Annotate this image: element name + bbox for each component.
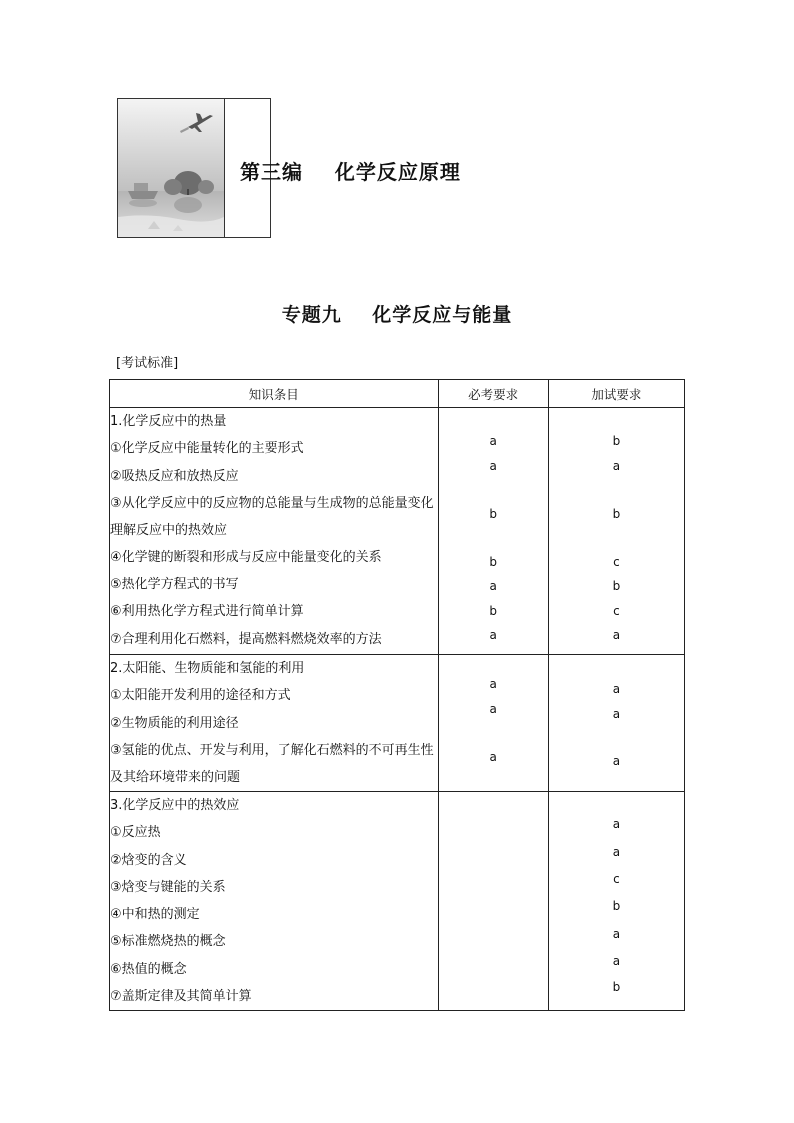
grade: c bbox=[613, 604, 620, 618]
grade: a bbox=[489, 628, 497, 642]
exam-standard-label: [考试标准] bbox=[116, 356, 179, 371]
grade: a bbox=[489, 677, 497, 691]
section-items bbox=[110, 792, 439, 1011]
extra-grades bbox=[548, 792, 684, 1011]
section-heading: 3.化学反应中的热效应 bbox=[110, 798, 240, 813]
list-item: ⑤标准燃烧热的概念 bbox=[110, 934, 226, 950]
required-grades bbox=[438, 792, 548, 1011]
list-item: ⑦合理利用化石燃料，提高燃料燃烧效率的方法 bbox=[110, 631, 382, 647]
required-grades bbox=[438, 408, 548, 655]
section-heading: 1.化学反应中的热量 bbox=[110, 414, 227, 429]
grade: c bbox=[613, 872, 620, 886]
list-item: ⑦盖斯定律及其简单计算 bbox=[110, 989, 252, 1005]
grade: b bbox=[612, 980, 621, 994]
grade: a bbox=[489, 579, 497, 593]
grade: b bbox=[489, 555, 497, 569]
grade: a bbox=[612, 845, 621, 859]
section-heading: 2.太阳能、生物质能和氢能的利用 bbox=[110, 661, 305, 676]
list-item: ⑥利用热化学方程式进行简单计算 bbox=[110, 604, 304, 620]
grade: a bbox=[612, 754, 621, 768]
list-item: ①化学反应中能量转化的主要形式 bbox=[110, 441, 304, 457]
header-required: 必考要求 bbox=[438, 380, 548, 408]
grade: a bbox=[612, 927, 621, 941]
grade: a bbox=[612, 682, 621, 696]
grade: a bbox=[489, 702, 497, 716]
grade: b bbox=[612, 507, 621, 521]
extra-grades bbox=[548, 408, 684, 655]
list-item: ③从化学反应中的反应物的总能量与生成物的总能量变化理解反应中的热效应 bbox=[110, 495, 434, 538]
list-item: ③氢能的优点、开发与利用，了解化石燃料的不可再生性及其给环境带来的问题 bbox=[110, 742, 434, 785]
list-item: ①太阳能开发利用的途径和方式 bbox=[110, 688, 291, 704]
list-item: ⑥热值的概念 bbox=[110, 961, 187, 977]
required-grades bbox=[438, 655, 548, 792]
chapter-title: 专题九 化学反应与能量 bbox=[281, 304, 513, 326]
grade: b bbox=[489, 507, 497, 521]
grade: a bbox=[489, 750, 497, 764]
list-item: ②生物质能的利用途径 bbox=[110, 715, 239, 731]
list-item: ①反应热 bbox=[110, 825, 161, 841]
grade: a bbox=[489, 434, 497, 448]
section-items bbox=[110, 408, 439, 655]
part-title: 第三编 化学反应原理 bbox=[240, 160, 461, 184]
grade: a bbox=[612, 817, 621, 831]
list-item: ②焓变的含义 bbox=[110, 852, 187, 868]
grade: b bbox=[612, 434, 621, 448]
table-header-row bbox=[110, 380, 685, 408]
grade: a bbox=[612, 954, 621, 968]
list-item: ③焓变与键能的关系 bbox=[110, 879, 226, 895]
header-extra: 加试要求 bbox=[548, 380, 684, 408]
list-item: ④化学键的断裂和形成与反应中能量变化的关系 bbox=[110, 549, 382, 565]
list-item: ⑤热化学方程式的书写 bbox=[110, 577, 239, 593]
table-row bbox=[110, 792, 685, 1011]
extra-grades bbox=[548, 655, 684, 792]
grade: a bbox=[612, 707, 621, 721]
grade: a bbox=[489, 459, 497, 473]
banner-photo bbox=[118, 99, 224, 237]
banner-divider bbox=[224, 99, 225, 237]
grade: c bbox=[613, 555, 620, 569]
section-items bbox=[110, 655, 439, 792]
list-item: ②吸热反应和放热反应 bbox=[110, 468, 239, 484]
header-knowledge: 知识条目 bbox=[110, 380, 439, 408]
grade: a bbox=[612, 459, 621, 473]
table-row bbox=[110, 408, 685, 655]
exam-standard-table bbox=[109, 379, 685, 1011]
grade: b bbox=[612, 899, 621, 913]
grade: b bbox=[612, 579, 621, 593]
grade: b bbox=[489, 604, 497, 618]
grade: a bbox=[612, 628, 621, 642]
list-item: ④中和热的测定 bbox=[110, 907, 200, 923]
table-row bbox=[110, 655, 685, 792]
